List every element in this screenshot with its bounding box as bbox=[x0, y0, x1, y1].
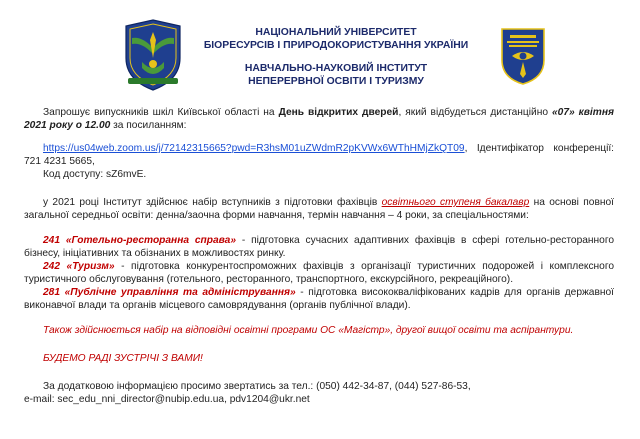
university-coat-of-arms-logo bbox=[120, 18, 186, 92]
education-level: освітнього ступеня бакалавр bbox=[381, 197, 530, 208]
contact-phones: За додатковою інформацією просимо звертатись за тел.: (050) 442-34-87, (044) 527-86-53, bbox=[43, 381, 471, 392]
event-date: «07» квітня 2021 року о 12.00 bbox=[24, 107, 614, 131]
access-code: Код доступу: sZ6mvE. bbox=[43, 169, 147, 180]
zoom-paragraph bbox=[24, 142, 614, 168]
specialty-description: - підготовка конкурентоспроможних фахівців з організації туристичних подорожей і комплексного туристичного обслуговування (готельного, ресторанного, транспортного, екскурсійного, рекреаційного). bbox=[24, 261, 614, 285]
admission-paragraph bbox=[24, 196, 614, 222]
document-body bbox=[24, 106, 614, 406]
specialty-281 bbox=[24, 286, 614, 312]
conference-id: , Ідентифікатор конференції: 721 4231 5665, bbox=[24, 143, 614, 167]
specialty-description: - підготовка сучасних адаптивних фахівців в сфері готельно-ресторанного бізнесу, ініціативних та обізнаних в можливостях ринку. bbox=[24, 235, 614, 259]
contact-emails: e-mail: sec_edu_nni_director@nubip.edu.ua, pdv1204@ukr.net bbox=[24, 394, 310, 405]
zoom-link[interactable]: https://us04web.zoom.us/j/72142315665?pwd=R3hsM01uZWdmR2pKVWx6WThHMjZkQT09 bbox=[43, 143, 465, 154]
university-name-line1: НАЦІОНАЛЬНИЙ УНІВЕРСИТЕТ bbox=[255, 27, 417, 38]
specialty-title: 281 «Публічне управління та адміністрування» bbox=[43, 287, 296, 298]
welcome-message: БУДЕМО РАДІ ЗУСТРІЧІ З ВАМИ! bbox=[43, 353, 203, 364]
intro-text-2: , який відбудеться дистанційно bbox=[398, 107, 552, 118]
admission-text-2: на основі повної загальної середньої освіти: денна/заочна форми навчання, термін навчання – 4 роки, за спеціальностями: bbox=[24, 197, 614, 221]
university-name-line2: БІОРЕСУРСІВ І ПРИРОДОКОРИСТУВАННЯ УКРАЇНИ bbox=[203, 40, 469, 51]
extra-programs-note: Також здійснюється набір на відповідні освітні програми ОС «Магістр», другої вищої освіти та аспірантури. bbox=[43, 325, 574, 336]
institute-emblem-logo bbox=[498, 26, 548, 86]
specialty-title: 241 «Готельно-ресторанна справа» bbox=[43, 235, 236, 246]
intro-paragraph bbox=[24, 106, 614, 132]
intro-text-3: за посиланням: bbox=[110, 120, 187, 131]
institute-name-line2: НЕПЕРЕРВНОЇ ОСВІТИ І ТУРИЗМУ bbox=[248, 76, 424, 87]
specialty-title: 242 «Туризм» bbox=[43, 261, 115, 272]
specialty-241 bbox=[24, 234, 614, 260]
document-header bbox=[196, 26, 476, 88]
specialty-242 bbox=[24, 260, 614, 286]
admission-text: у 2021 році Інститут здійснює набір вступників з підготовки фахівців bbox=[43, 197, 382, 208]
specialty-description: - підготовка висококваліфікованих кадрів для органів державної виконавчої влади та органів місцевого самоврядування (органів публічної влади). bbox=[24, 287, 614, 311]
intro-text: Запрошує випускників шкіл Київської області на bbox=[43, 107, 279, 118]
event-name: День відкритих дверей bbox=[278, 107, 399, 118]
institute-name-line1: НАВЧАЛЬНО-НАУКОВИЙ ІНСТИТУТ bbox=[244, 63, 428, 74]
